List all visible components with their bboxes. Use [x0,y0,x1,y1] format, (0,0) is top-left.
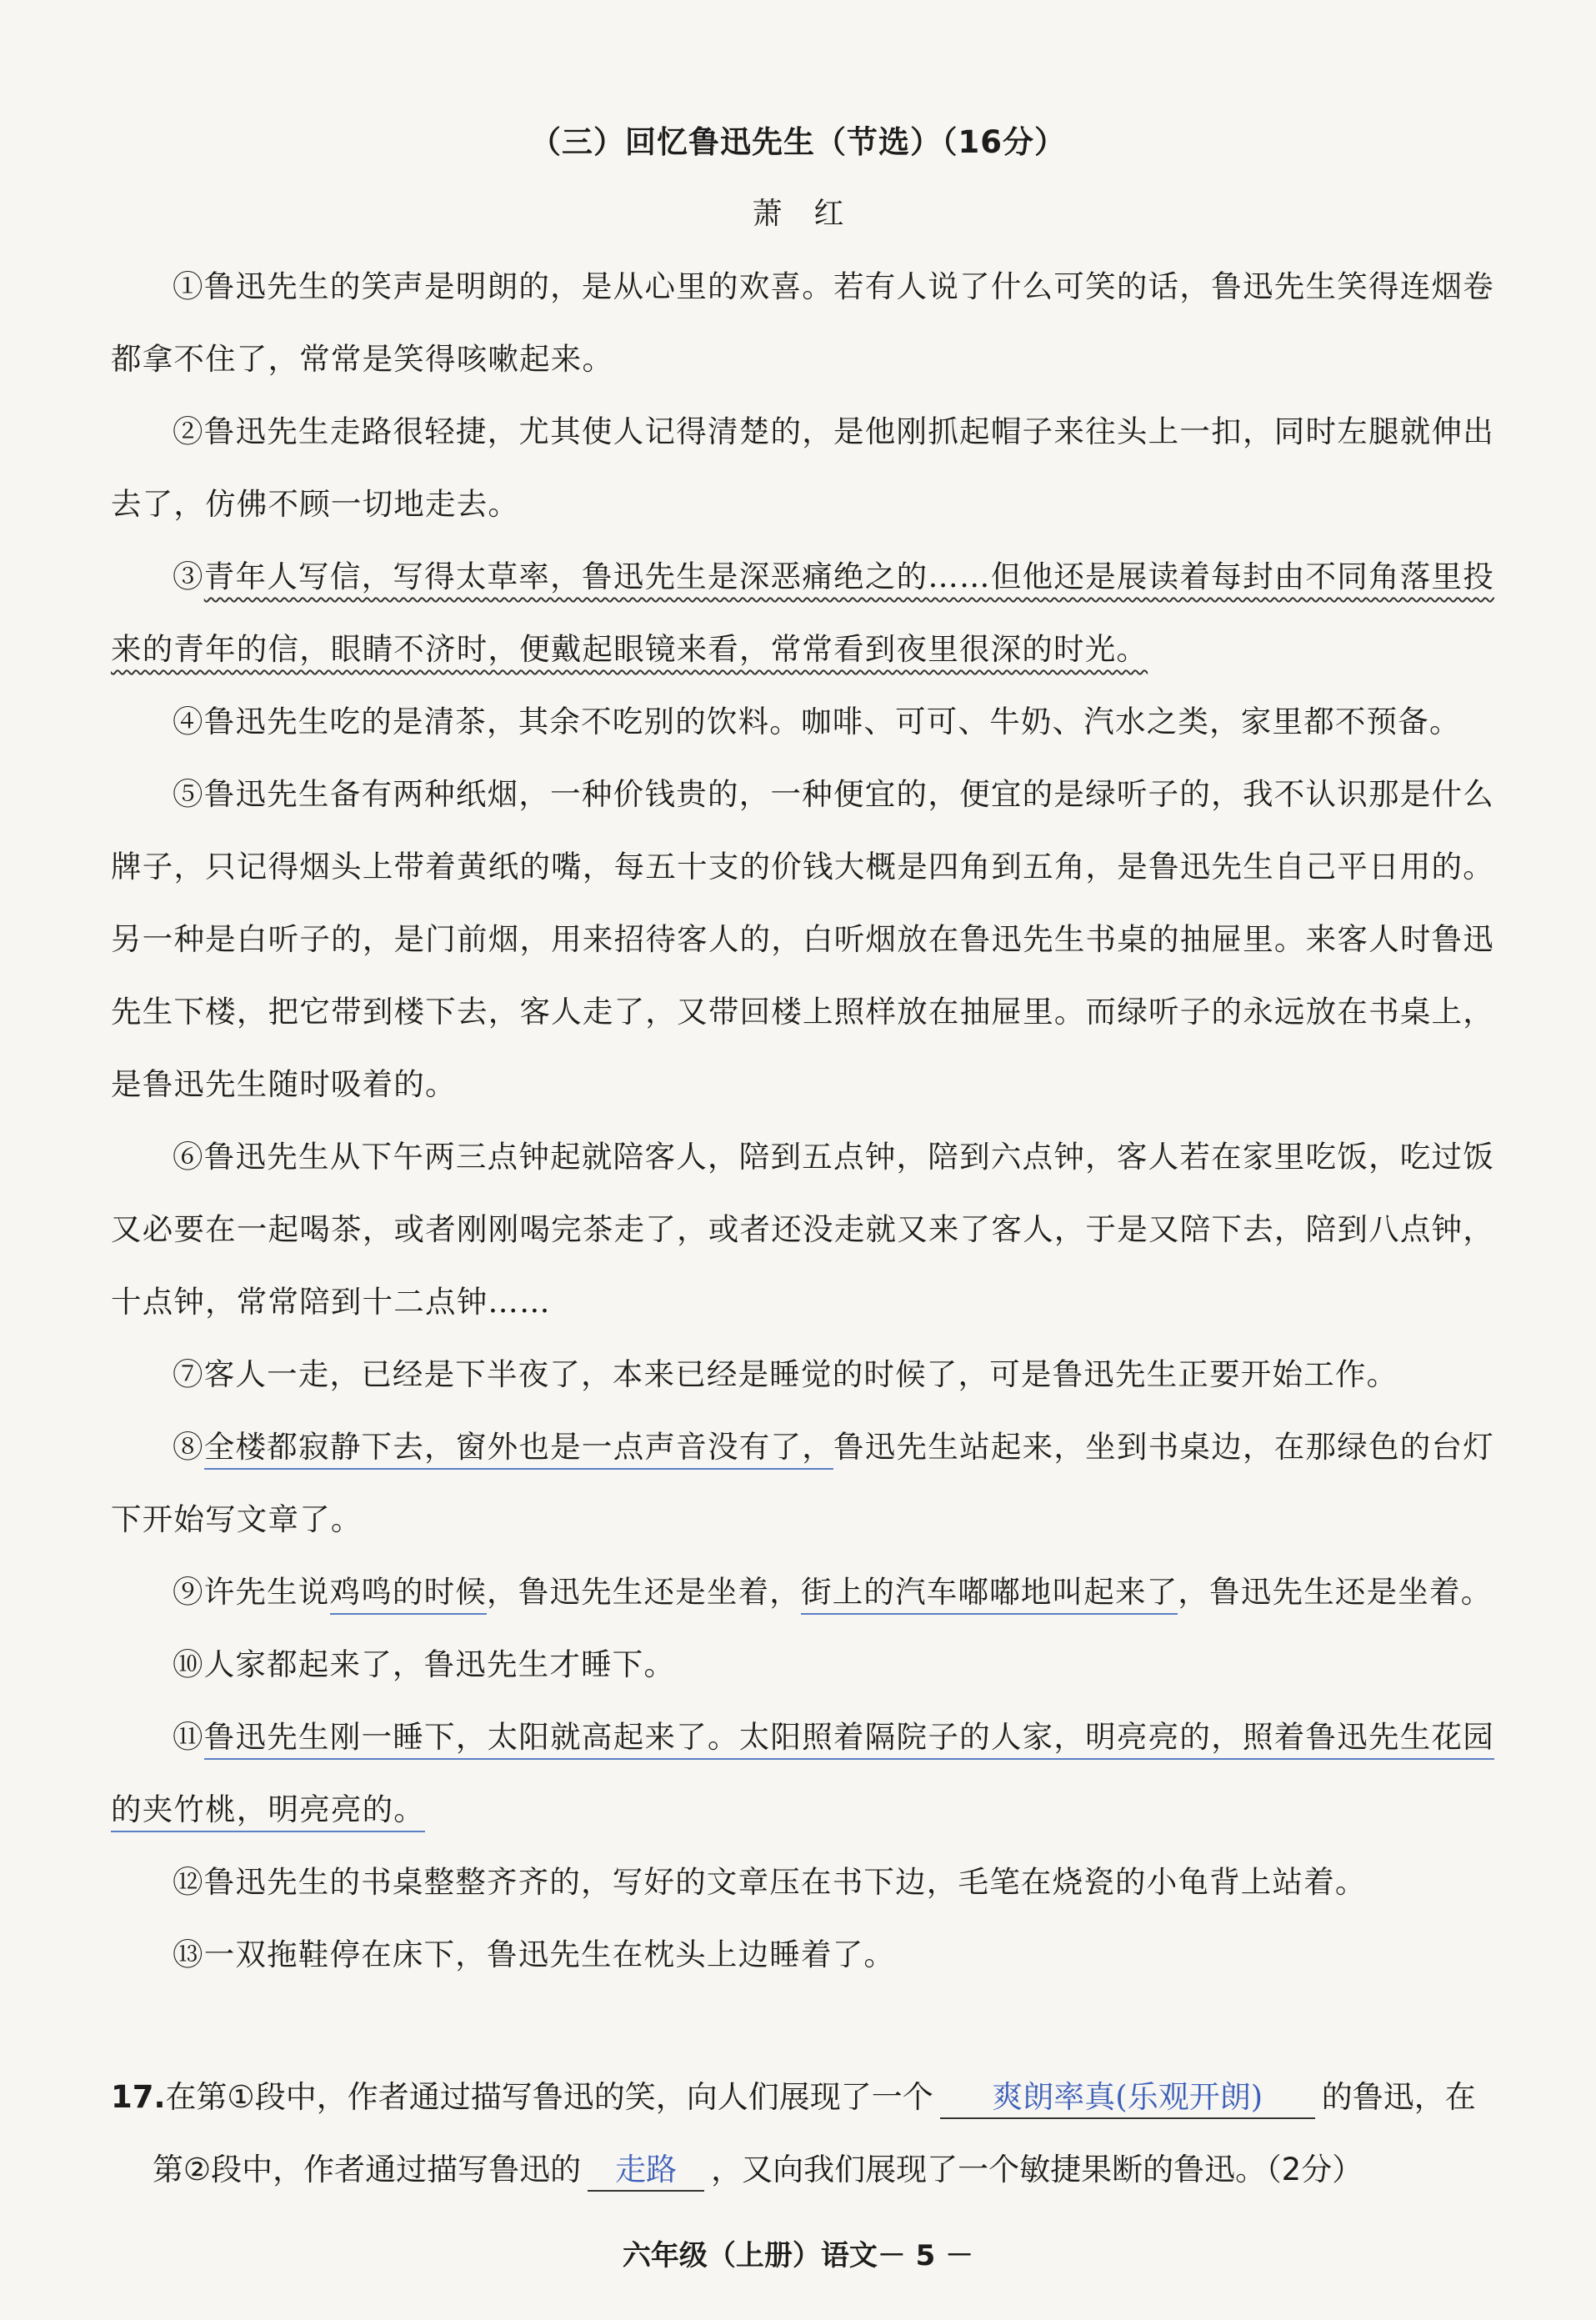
question-text-2: 第②段中，作者通过描写鲁迅的 [153,2152,582,2187]
question-text-1: 在第①段中，作者通过描写鲁迅的笑，向人们展现了一个 [165,2079,933,2115]
paragraph-text: ①鲁迅先生的笑声是明朗的，是从心里的欢喜。若有人说了什么可笑的话，鲁迅先生笑得连烟卷都拿不住了，常常是笑得咳嗽起来。 [111,268,1494,377]
question-line-1 [111,2061,1503,2133]
question-text-1-end: 的鲁迅，在 [1321,2079,1476,2115]
pen-underlined-text: 鲁迅先生刚一睡下，太阳就高起来了。太阳照着隔院子的人家，明亮亮的，照着鲁迅先生花园的夹竹桃，明亮亮的。 [111,1719,1494,1832]
paragraph-7 [111,1338,1494,1411]
paragraph-text: ⑬一双拖鞋停在床下，鲁迅先生在枕头上边睡着了。 [173,1937,896,1972]
paragraph-text: ④鲁迅先生吃的是清茶，其余不吃别的饮料。咖啡、可可、牛奶、汽水之类，家里都不预备。 [173,704,1461,739]
paragraph-13 [111,1918,1494,1991]
paragraph-8 [111,1411,1494,1556]
question-line-2 [111,2133,1503,2206]
paragraph-text: ②鲁迅先生走路很轻捷，尤其使人记得清楚的，是他刚抓起帽子来往头上一扣，同时左腿就伸出去了，仿佛不顾一切地走去。 [111,413,1494,522]
wavy-underlined-text: 青年人写信，写得太草率，鲁迅先生是深恶痛绝之的……但他还是展读着每封由不同角落里投来的青年的信，眼睛不济时，便戴起眼镜来看，常常看到夜里很深的时光。 [111,559,1494,667]
answer-blank-1[interactable]: 爽朗率真(乐观开朗) [940,2077,1315,2119]
paragraph-10 [111,1628,1494,1701]
paragraph-text: ⑤鲁迅先生备有两种纸烟，一种价钱贵的，一种便宜的，便宜的是绿听子的，我不认识那是什么牌子，只记得烟头上带着黄纸的嘴，每五十支的价钱大概是四角到五角，是鲁迅先生自己平日用的。另一种是白听子的，是门前烟，用来招待客人的，白听烟放在鲁迅先生书桌的抽屉里。来客人时鲁迅先生下楼，把它带到楼下去，客人走了，又带回楼上照样放在抽屉里。而绿听子的永远放在书桌上，是鲁迅先生随时吸着的。 [111,776,1494,1102]
pen-underlined-text: 街上的汽车嘟嘟地叫起来了 [801,1574,1178,1615]
paragraph-text: ⑫鲁迅先生的书桌整整齐齐的，写好的文章压在书下边，毛笔在烧瓷的小龟背上站着。 [173,1864,1367,1900]
paragraph-text: ③ [173,559,204,594]
paragraph-text: ⑥鲁迅先生从下午两三点钟起就陪客人，陪到五点钟，陪到六点钟，客人若在家里吃饭，吃过饭又必要在一起喝茶，或者刚刚喝完茶走了，或者还没走就又来了客人，于是又陪下去，陪到八点钟，十点钟，常常陪到十二点钟…… [111,1139,1494,1320]
question-text-2-end: ，又向我们展现了一个敏捷果断的鲁迅。（2分） [711,2152,1363,2187]
paragraph-5 [111,758,1494,1120]
paragraph-2 [111,395,1494,540]
author-name: 萧红 [752,197,876,231]
paragraph-6 [111,1120,1494,1338]
paragraph-text: ，鲁迅先生还是坐着， [487,1574,801,1610]
pen-underlined-text: 鸡鸣的时候 [330,1574,488,1615]
question-17 [111,2061,1503,2206]
paragraph-text: ，鲁迅先生还是坐着。 [1178,1574,1493,1610]
paragraph-1 [111,250,1494,395]
paragraph-12 [111,1846,1494,1918]
section-title: （三）回忆鲁迅先生（节选）（16分） [530,124,1066,160]
paragraph-text: ⑧ [173,1429,204,1465]
paragraph-11 [111,1701,1494,1846]
question-number: 17. [111,2079,166,2115]
passage-body [111,250,1494,1991]
answer-blank-2[interactable]: 走路 [588,2150,704,2192]
paragraph-4 [111,685,1494,758]
paragraph-text: ⑦客人一走，已经是下半夜了，本来已经是睡觉的时候了，可是鲁迅先生正要开始工作。 [173,1356,1398,1392]
pen-underlined-text: 全楼都寂静下去，窗外也是一点声音没有了， [204,1429,833,1470]
page-footer: 六年级（上册）语文－ 5 － [622,2239,974,2272]
paragraph-text: 鲁迅先生站起来，坐到书桌边，在那绿色的台灯下开始写文章了。 [111,1429,1494,1537]
paragraph-text: ⑨许先生说 [173,1574,330,1610]
paragraph-text: ⑩人家都起来了，鲁迅先生才睡下。 [173,1646,676,1682]
paragraph-9 [111,1556,1494,1628]
paragraph-3 [111,540,1494,685]
paragraph-text: ⑪ [173,1719,204,1755]
